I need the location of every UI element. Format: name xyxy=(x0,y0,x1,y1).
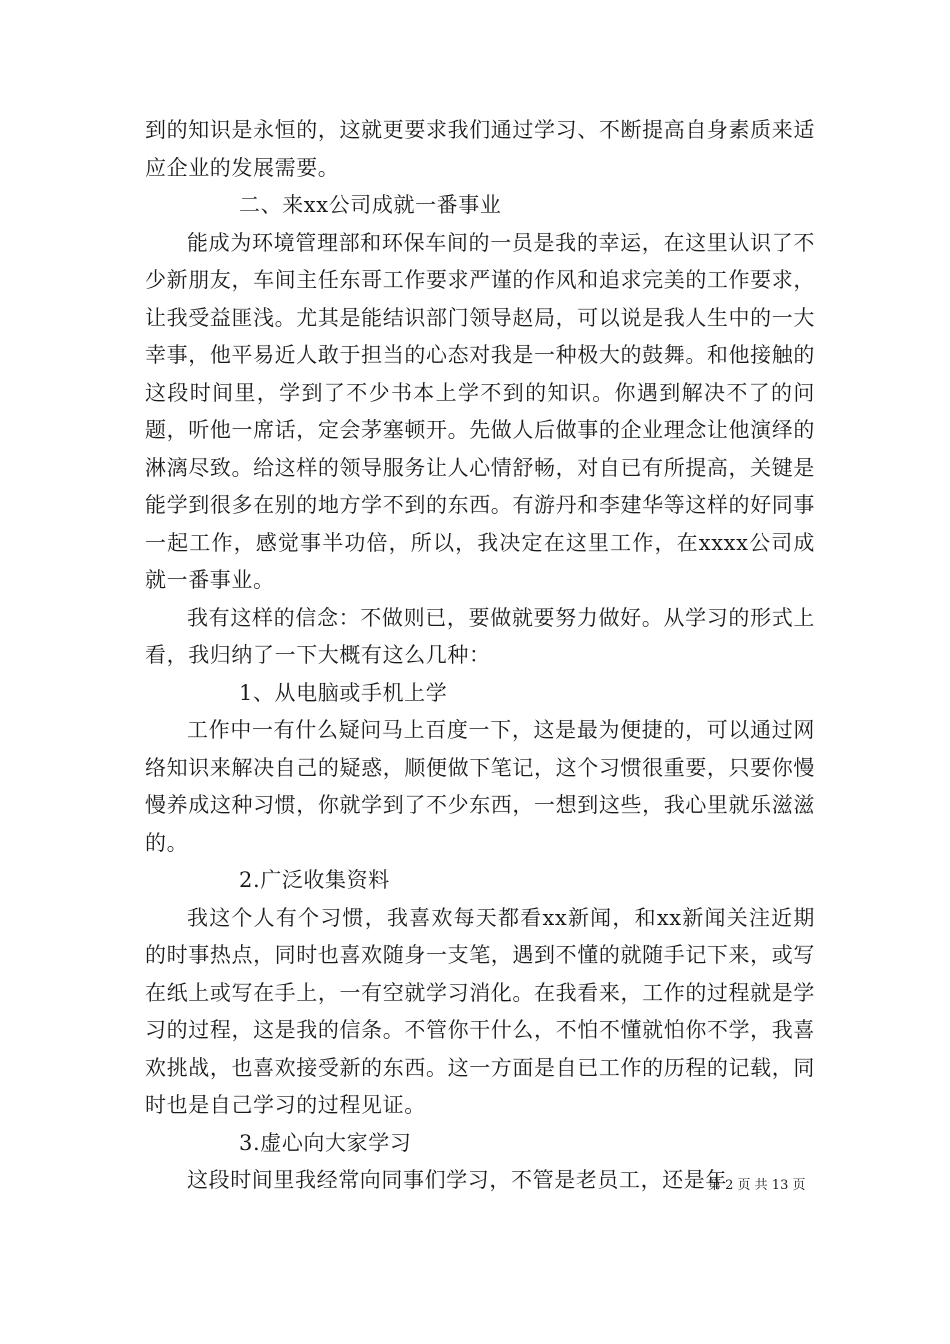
paragraph: 我这个人有个习惯，我喜欢每天都看xx新闻，和xx新闻关注近期的时事热点，同时也喜欢随身一支笔，遇到不懂的就随手记下来，或写在纸上或写在手上，一有空就学习消化。在我看来，工作的过程就是学习的过程，这是我的信条。不管你干什么，不怕不懂就怕你不学，我喜欢挑战，也喜欢接受新的东西。这一方面是自已工作的历程的记载，同时也是自己学习的过程见证。 xyxy=(145,905,815,1117)
document-body xyxy=(145,112,815,1200)
subsection-heading: 1、从电脑或手机上学 xyxy=(239,680,448,705)
paragraph: 这段时间里我经常向同事们学习，不管是老员工，还是年 xyxy=(187,1168,727,1192)
paragraph-continuation: 到的知识是永恒的，这就更要求我们通过学习、不断提高自身素质来适应企业的发展需要。 xyxy=(145,118,815,180)
page-number-footer: 第 2 页 共 13 页 xyxy=(708,1178,806,1193)
paragraph: 我有这样的信念：不做则已，要做就要努力做好。从学习的形式上看，我归纳了一下大概有这么几种： xyxy=(145,605,815,667)
section-heading: 二、来xx公司成就一番事业 xyxy=(239,193,502,217)
paragraph: 能成为环境管理部和环保车间的一员是我的幸运，在这里认识了不少新朋友，车间主任东哥工作要求严谨的作风和追求完美的工作要求，让我受益匪浅。尤其是能结识部门领导赵局，可以说是我人生中的一大幸事，他平易近人敢于担当的心态对我是一种极大的鼓舞。和他接触的这段时间里，学到了不少书本上学不到的知识。你遇到解决不了的问题，听他一席话，定会茅塞顿开。先做人后做事的企业理念让他演绎的淋漓尽致。给这样的领导服务让人心情舒畅，对自已有所提高，关键是能学到很多在别的地方学不到的东西。有游丹和李建华等这样的好同事一起工作，感觉事半功倍，所以，我决定在这里工作，在xxxx公司成就一番事业。 xyxy=(145,230,815,592)
subsection-heading: 3.虚心向大家学习 xyxy=(239,1130,412,1155)
paragraph: 工作中一有什么疑问马上百度一下，这是最为便捷的，可以通过网络知识来解决自己的疑惑，顺便做下笔记，这个习惯很重要，只要你慢慢养成这种习惯，你就学到了不少东西，一想到这些，我心里就乐滋滋的。 xyxy=(145,718,815,855)
subsection-heading: 2.广泛收集资料 xyxy=(239,868,390,892)
